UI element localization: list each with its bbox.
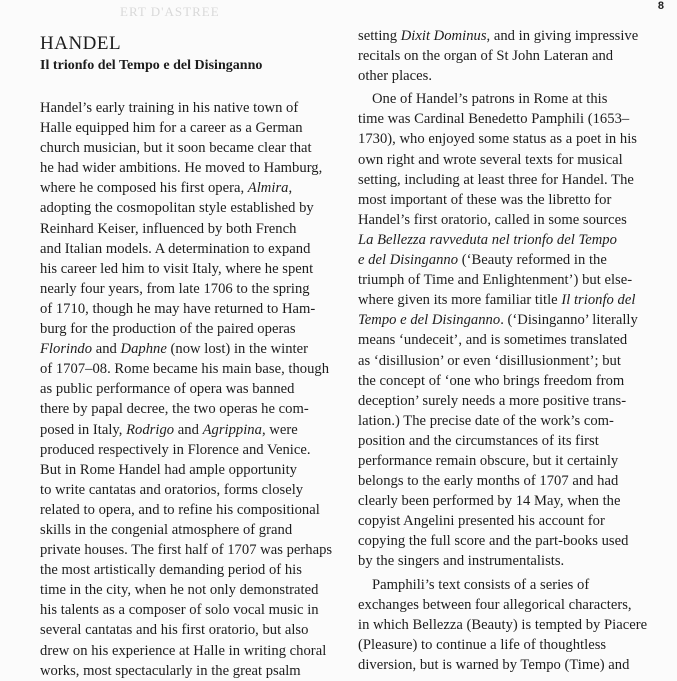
text-run: and	[174, 421, 203, 438]
text-run: lation.) The precise date of the work’s com-	[358, 412, 614, 429]
text-run: time was Cardinal Benedetto Pamphili (1653–	[358, 111, 630, 128]
text-run: , were	[261, 421, 298, 438]
text-line	[40, 359, 340, 379]
text-line	[40, 641, 340, 661]
text-line	[40, 379, 340, 399]
text-run: drew on his experience at Halle in writing choral	[40, 642, 327, 659]
text-run: 1730), who enjoyed some status as a poet in his	[358, 131, 637, 148]
text-run: there by papal decree, the two operas he com-	[40, 401, 309, 418]
text-run: the most artistically demanding period of his	[40, 562, 302, 579]
text-run: copying the full score and the part-books used	[358, 533, 629, 550]
text-line	[40, 540, 340, 560]
text-run: as ‘disillusion’ or even ‘disillusionment’; but	[358, 352, 621, 369]
italic-title: Rodrigo	[126, 421, 175, 438]
text-run: of 1707–08. Rome became his main base, though	[40, 361, 330, 378]
text-line	[40, 98, 340, 118]
text-run: belongs to the early months of 1707 and had	[358, 473, 619, 490]
italic-title: Il trionfo del	[561, 292, 636, 309]
text-line	[358, 66, 658, 86]
text-run: ,	[288, 180, 293, 197]
text-run: own right and wrote several texts for musical	[358, 151, 623, 168]
text-line	[358, 615, 658, 635]
text-line	[358, 230, 658, 250]
text-run: of 1710, though he may have returned to Ham-	[40, 300, 316, 317]
text-line	[40, 339, 340, 359]
text-run: produced respectively in Florence and Venice.	[40, 441, 311, 458]
italic-title: Florindo	[40, 341, 93, 358]
text-line	[40, 319, 340, 339]
text-line	[358, 129, 658, 149]
text-run: (Pleasure) to continue a life of thoughtless	[358, 636, 607, 653]
text-run: Halle equipped him for a career as a German	[40, 120, 303, 137]
text-line	[358, 250, 658, 270]
text-line	[40, 460, 340, 480]
text-line	[358, 391, 658, 411]
text-line	[358, 170, 658, 190]
text-line	[40, 158, 340, 178]
text-line	[40, 560, 340, 580]
text-run: Handel’s first oratorio, called in some sources	[358, 211, 627, 228]
text-line	[358, 551, 658, 571]
text-run: burg for the production of the paired operas	[40, 321, 296, 338]
text-run: nearly four years, from late 1706 to the spring	[40, 280, 310, 297]
text-run: diversion, but is warned by Tempo (Time) and	[358, 656, 630, 673]
article-subtitle: Il trionfo del Tempo e del Disinganno	[40, 58, 263, 73]
text-line	[358, 270, 658, 290]
text-line	[40, 520, 340, 540]
text-run: his talents as a composer of solo vocal music in	[40, 602, 319, 619]
text-line	[358, 26, 658, 46]
text-line	[358, 655, 658, 675]
text-line	[40, 399, 340, 419]
text-run: . (‘Disinganno’ literally	[500, 312, 638, 329]
text-run: Pamphili’s text consists of a series of	[372, 576, 590, 593]
text-line	[358, 371, 658, 391]
text-line	[40, 239, 340, 259]
text-line	[358, 411, 658, 431]
italic-title: Daphne	[120, 341, 167, 358]
text-run: related to opera, and to refine his compositional	[40, 501, 320, 518]
left-column	[40, 10, 340, 681]
text-run: triumph of Time and Enlightenment’) but else-	[358, 272, 633, 289]
text-run: church musician, but it soon became clear that	[40, 140, 312, 157]
text-line	[40, 219, 340, 239]
italic-title: e del Disinganno	[358, 252, 459, 269]
text-line	[358, 575, 658, 595]
text-line	[40, 118, 340, 138]
right-column-body	[358, 26, 658, 675]
text-line	[40, 178, 340, 198]
text-line	[358, 451, 658, 471]
text-run: (now lost) in the winter	[166, 341, 309, 358]
text-run: as public performance of opera was banned	[40, 381, 295, 398]
text-line	[40, 279, 340, 299]
text-line	[40, 259, 340, 279]
italic-title: Agrippina	[202, 421, 262, 438]
text-line	[358, 635, 658, 655]
text-run: means ‘undeceit’, and is sometimes translated	[358, 332, 628, 349]
text-run: where he composed his first opera,	[40, 180, 248, 197]
text-run: by the singers and instrumentalists.	[358, 553, 565, 570]
text-line	[358, 210, 658, 230]
text-line	[358, 89, 658, 109]
text-line	[40, 198, 340, 218]
text-line	[358, 491, 658, 511]
text-line	[358, 190, 658, 210]
text-run: copyist Angelini presented his account for	[358, 513, 605, 530]
text-run: skills in the congenial atmosphere of grand	[40, 521, 293, 538]
text-run: works, most spectacularly in the great psalm	[40, 662, 301, 679]
right-column	[358, 26, 658, 675]
article-title: HANDEL	[40, 33, 122, 54]
text-line	[40, 420, 340, 440]
text-line	[40, 500, 340, 520]
bleed-through-text: ERT D'ASTREE	[120, 4, 220, 19]
text-line	[358, 511, 658, 531]
text-line	[40, 600, 340, 620]
text-run: performance remain obscure, but it certainly	[358, 452, 619, 469]
text-line	[358, 310, 658, 330]
text-line	[358, 431, 658, 451]
text-run: to write cantatas and oratorios, forms closely	[40, 481, 304, 498]
text-run: where given its more familiar title	[358, 292, 562, 309]
text-run: setting, including at least three for Handel. The	[358, 171, 634, 188]
text-run: One of Handel’s patrons in Rome at this	[372, 91, 608, 108]
italic-title: Almira	[247, 180, 289, 197]
text-line	[358, 595, 658, 615]
text-line	[358, 471, 658, 491]
italic-title: Tempo e del Disinganno	[358, 312, 501, 329]
text-line	[40, 138, 340, 158]
text-run: time in the city, when he not only demonstrated	[40, 582, 319, 599]
text-run: other places.	[358, 68, 433, 85]
text-run: recitals on the organ of St John Lateran and	[358, 48, 614, 65]
italic-title: La Bellezza ravveduta nel trionfo del Tempo	[358, 231, 617, 248]
text-run: he had wider ambitions. He moved to Hamburg,	[40, 160, 323, 177]
text-run: , and in giving impressive	[486, 28, 639, 44]
text-run: exchanges between four allegorical characters,	[358, 596, 632, 613]
text-run: his career led him to visit Italy, where he spent	[40, 260, 314, 277]
text-line	[358, 290, 658, 310]
text-line	[358, 351, 658, 371]
text-line	[40, 661, 340, 681]
text-line	[358, 330, 658, 350]
text-line	[358, 46, 658, 66]
text-run: clearly been performed by 14 May, when the	[358, 493, 621, 510]
text-run: the concept of ‘one who brings freedom from	[358, 372, 625, 389]
text-line	[40, 620, 340, 640]
text-run: several cantatas and his first oratorio, but also	[40, 622, 309, 639]
text-line	[358, 531, 658, 551]
text-run: in which Bellezza (Beauty) is tempted by Piacere	[358, 616, 648, 633]
left-column-body	[40, 98, 340, 681]
text-run: But in Rome Handel had ample opportunity	[40, 461, 297, 478]
text-line	[40, 580, 340, 600]
text-run: adopting the cosmopolitan style established by	[40, 200, 314, 217]
text-run: Handel’s early training in his native town of	[40, 100, 299, 116]
text-run: setting	[358, 28, 401, 44]
text-run: private houses. The first half of 1707 was perhaps	[40, 542, 333, 559]
italic-title: Dixit Dominus	[400, 28, 487, 44]
text-line	[358, 150, 658, 170]
text-line	[40, 299, 340, 319]
text-run: and Italian models. A determination to expand	[40, 240, 311, 257]
text-run: (‘Beauty reformed in the	[458, 252, 607, 269]
text-line	[40, 440, 340, 460]
text-run: and	[92, 341, 121, 358]
text-line	[358, 109, 658, 129]
text-line	[40, 480, 340, 500]
text-run: deception’ surely needs a more positive trans-	[358, 392, 627, 409]
text-run: posed in Italy,	[40, 421, 127, 438]
text-run: position and the circumstances of its first	[358, 432, 599, 449]
page-number: 8	[657, 0, 664, 12]
text-run: Reinhard Keiser, influenced by both French	[40, 220, 297, 237]
text-run: most important of these was the libretto for	[358, 191, 612, 208]
